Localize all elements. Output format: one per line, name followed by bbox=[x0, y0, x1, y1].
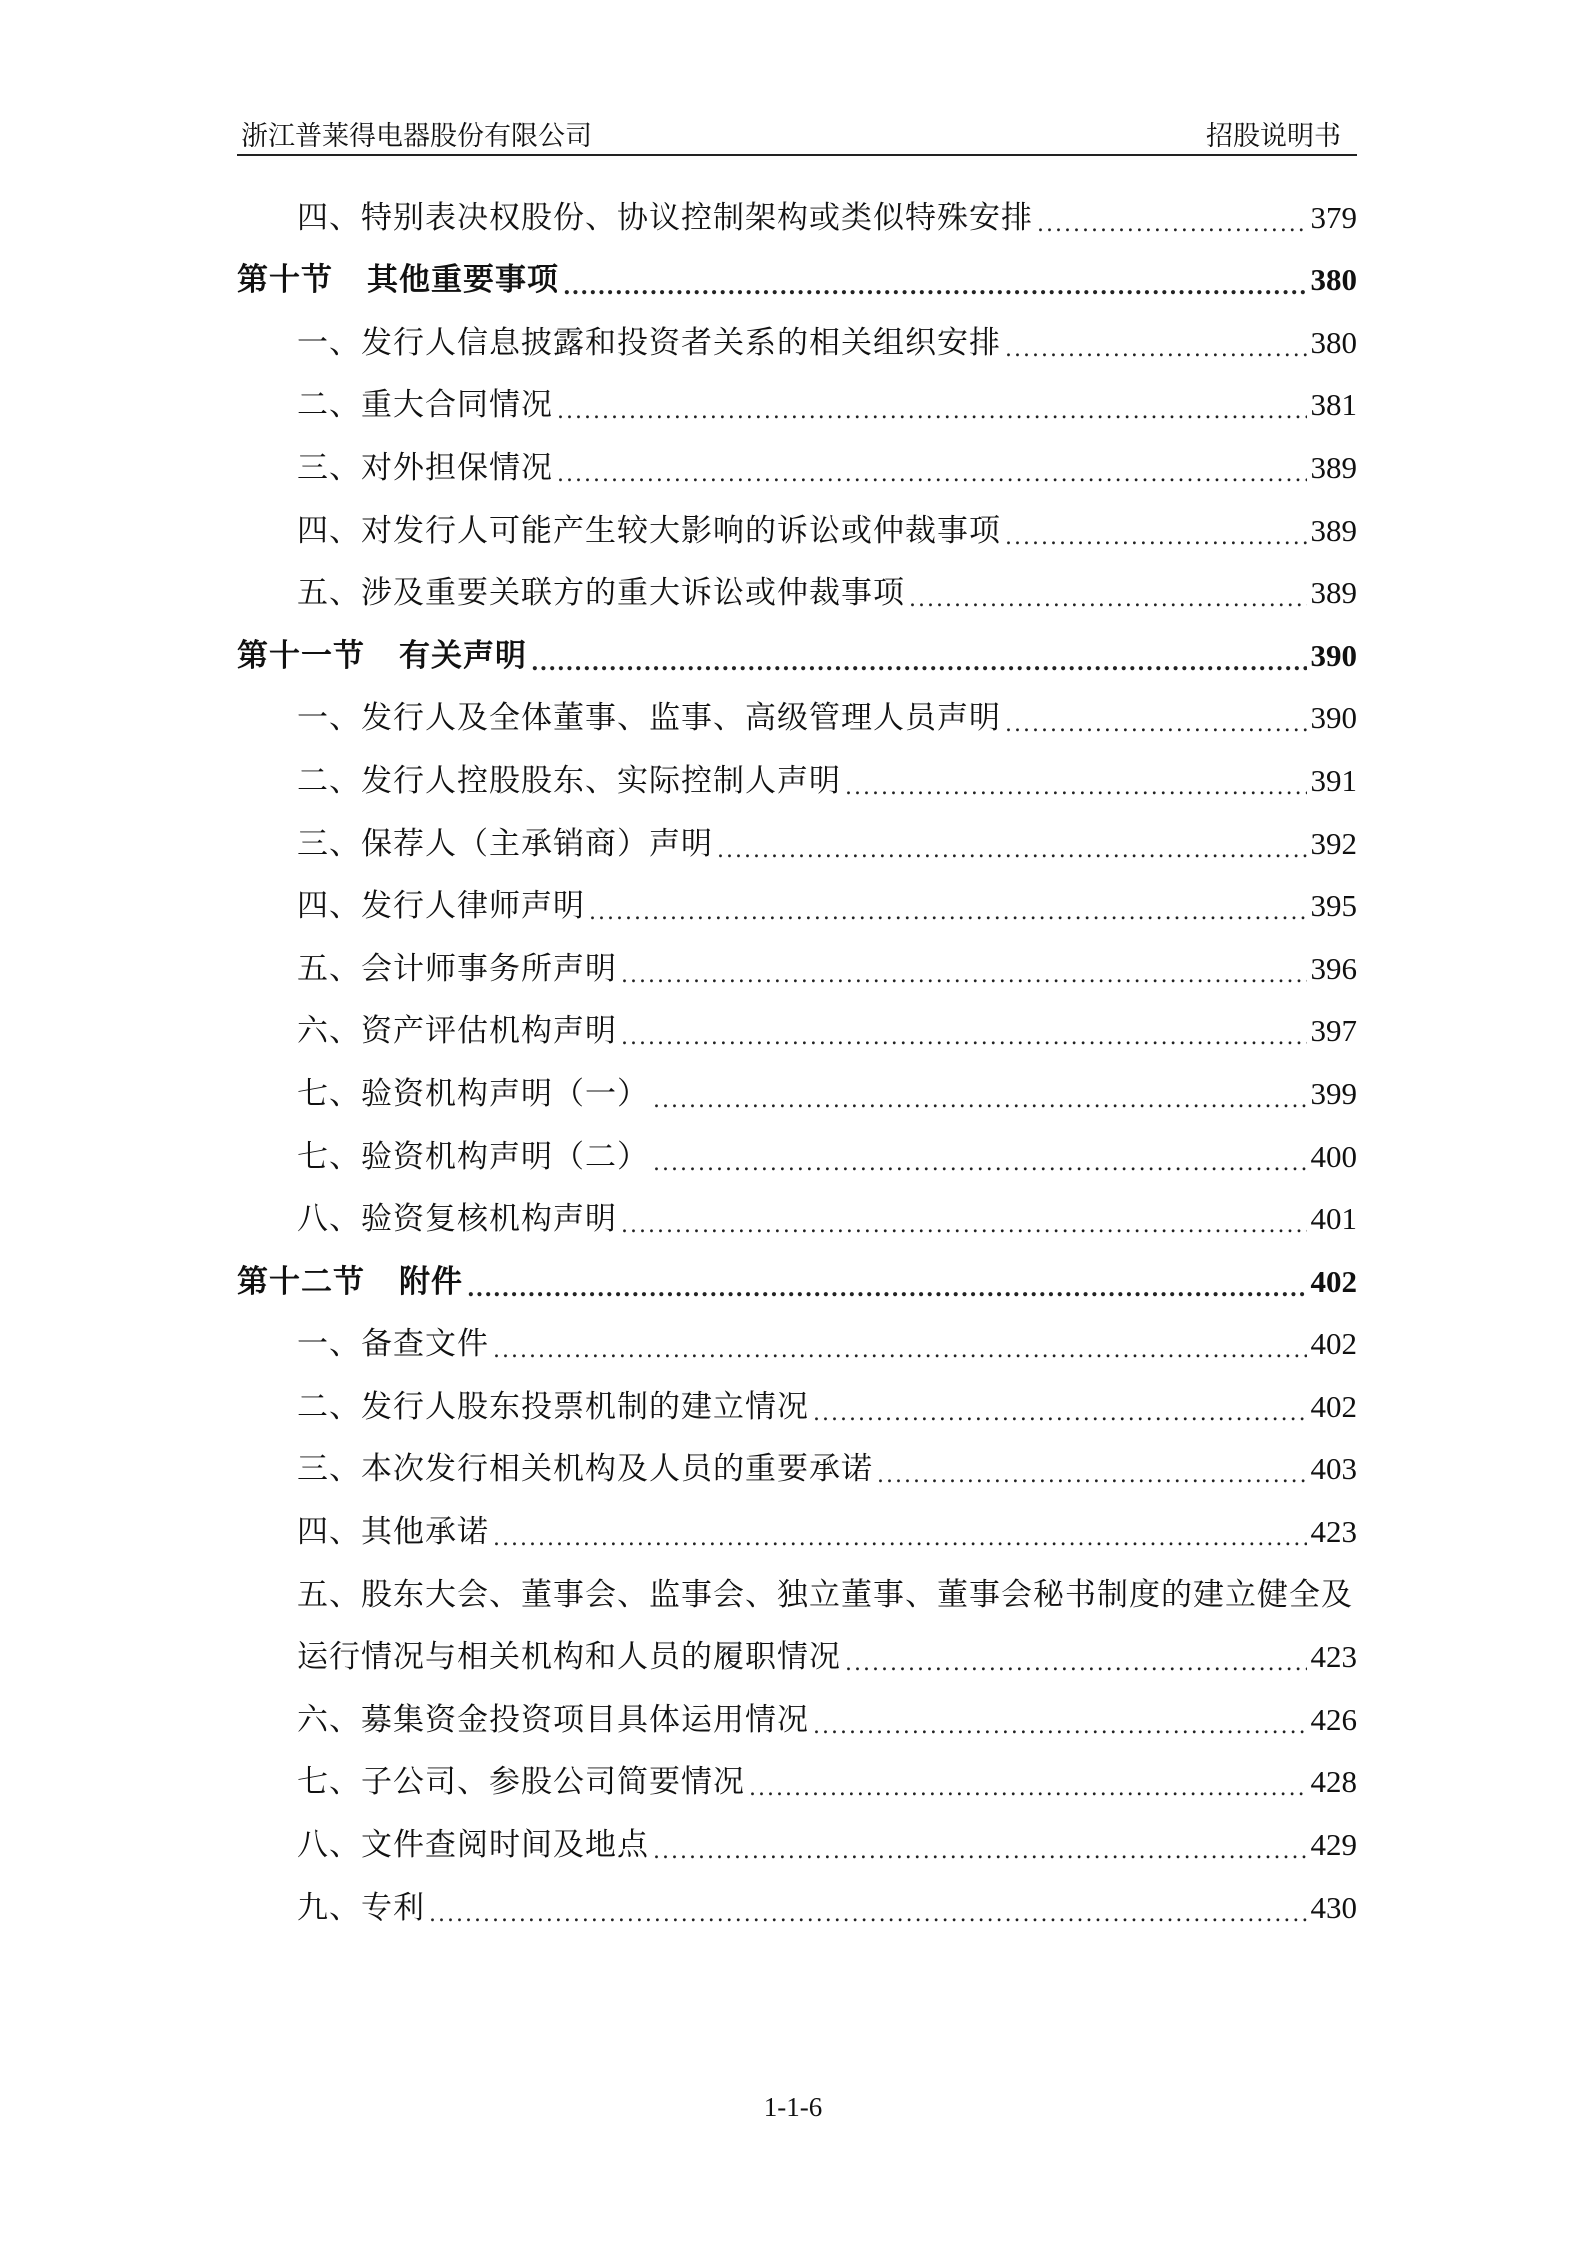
toc-entry[interactable] bbox=[237, 1749, 1357, 1812]
toc-chapter[interactable] bbox=[237, 1248, 1357, 1311]
toc-entry-label: 五、涉及重要关联方的重大诉讼或仲裁事项 bbox=[297, 575, 905, 612]
toc-leader-dots bbox=[467, 1276, 1307, 1302]
toc-entry-page: 423 bbox=[1310, 1514, 1357, 1550]
toc-chapter[interactable] bbox=[237, 247, 1357, 310]
toc-chapter-label bbox=[237, 636, 527, 676]
toc-leader-dots bbox=[653, 1839, 1307, 1865]
toc-entry[interactable] bbox=[237, 810, 1357, 873]
toc-entry[interactable] bbox=[237, 1624, 1357, 1687]
toc-entry[interactable] bbox=[237, 372, 1357, 435]
toc-leader-dots bbox=[1005, 712, 1307, 738]
toc-leader-dots bbox=[557, 462, 1307, 488]
toc-entry-label: 七、子公司、参股公司简要情况 bbox=[297, 1764, 745, 1801]
toc-entry-page: 402 bbox=[1310, 1326, 1357, 1362]
toc-entry-label: 一、备查文件 bbox=[297, 1326, 489, 1363]
toc-entry[interactable] bbox=[237, 497, 1357, 560]
toc-entry-page: 389 bbox=[1310, 575, 1357, 611]
toc-entry[interactable] bbox=[237, 1811, 1357, 1874]
toc-chapter-page: 390 bbox=[1310, 637, 1357, 673]
toc-entry[interactable] bbox=[237, 1436, 1357, 1499]
toc-entry[interactable] bbox=[237, 873, 1357, 936]
toc-entry[interactable] bbox=[237, 560, 1357, 623]
toc-leader-dots bbox=[813, 1401, 1307, 1427]
toc-entry-page: 400 bbox=[1310, 1138, 1357, 1174]
toc-entry-wrapped-line[interactable] bbox=[237, 1561, 1357, 1624]
toc-entry-page: 379 bbox=[1310, 199, 1357, 235]
toc-leader-dots bbox=[749, 1776, 1307, 1802]
toc-entry-label: 一、发行人信息披露和投资者关系的相关组织安排 bbox=[297, 324, 1001, 361]
toc-entry-page: 423 bbox=[1310, 1639, 1357, 1675]
toc-leader-dots bbox=[1005, 337, 1307, 363]
toc-entry-label: 五、股东大会、董事会、监事会、独立董事、董事会秘书制度的建立健全及 bbox=[297, 1576, 1353, 1613]
toc-entry[interactable] bbox=[237, 309, 1357, 372]
toc-entry-page: 389 bbox=[1310, 512, 1357, 548]
toc-entry-page: 402 bbox=[1310, 1388, 1357, 1424]
toc-entry[interactable] bbox=[237, 1123, 1357, 1186]
toc-entry-page: 399 bbox=[1310, 1075, 1357, 1111]
toc-entry-page: 401 bbox=[1310, 1201, 1357, 1237]
document-type: 招股说明书 bbox=[1206, 121, 1341, 152]
toc-entry-label: 四、其他承诺 bbox=[297, 1514, 489, 1551]
toc-entry-page: 397 bbox=[1310, 1013, 1357, 1049]
toc-leader-dots bbox=[589, 900, 1307, 926]
toc-leader-dots bbox=[493, 1526, 1307, 1552]
toc-entry-page: 395 bbox=[1310, 888, 1357, 924]
toc-entry-label: 四、对发行人可能产生较大影响的诉讼或仲裁事项 bbox=[297, 512, 1001, 549]
toc-entry[interactable] bbox=[237, 1874, 1357, 1937]
toc-chapter-number: 第十二节 bbox=[237, 1263, 365, 1300]
toc-chapter-page: 402 bbox=[1310, 1263, 1357, 1299]
toc-entry-page: 429 bbox=[1310, 1827, 1357, 1863]
toc-entry-page: 390 bbox=[1310, 700, 1357, 736]
toc-entry-label: 九、专利 bbox=[297, 1889, 425, 1926]
toc-chapter-number: 第十节 bbox=[237, 262, 333, 299]
toc-chapter-title: 有关声明 bbox=[399, 637, 527, 674]
toc-entry-page: 392 bbox=[1310, 825, 1357, 861]
toc-entry-label: 四、特别表决权股份、协议控制架构或类似特殊安排 bbox=[297, 199, 1033, 236]
toc-entry[interactable] bbox=[237, 1186, 1357, 1249]
page-number: 1-1-6 bbox=[763, 2092, 823, 2122]
toc-entry[interactable] bbox=[237, 935, 1357, 998]
toc-leader-dots bbox=[909, 587, 1307, 613]
toc-entry-label: 七、验资机构声明（一） bbox=[297, 1075, 649, 1112]
toc-chapter[interactable] bbox=[237, 622, 1357, 685]
toc-leader-dots bbox=[557, 399, 1307, 425]
company-name: 浙江普莱得电器股份有限公司 bbox=[241, 121, 592, 152]
toc-leader-dots bbox=[1005, 525, 1307, 551]
toc-entry-page: 381 bbox=[1310, 387, 1357, 423]
page-header bbox=[237, 112, 1357, 156]
toc-entry-page: 403 bbox=[1310, 1451, 1357, 1487]
toc-entry[interactable] bbox=[237, 1686, 1357, 1749]
toc-entry-label: 三、保荐人（主承销商）声明 bbox=[297, 825, 713, 862]
toc-leader-dots bbox=[653, 1151, 1307, 1177]
toc-entry-label: 三、对外担保情况 bbox=[297, 449, 553, 486]
toc-leader-dots bbox=[621, 963, 1307, 989]
toc-entry-label: 六、资产评估机构声明 bbox=[297, 1013, 617, 1050]
toc-entry[interactable] bbox=[237, 434, 1357, 497]
toc-entry-label: 七、验资机构声明（二） bbox=[297, 1138, 649, 1175]
toc-entry[interactable] bbox=[237, 747, 1357, 810]
toc-entry-label: 三、本次发行相关机构及人员的重要承诺 bbox=[297, 1451, 873, 1488]
toc-leader-dots bbox=[621, 1213, 1307, 1239]
toc-entry-label: 八、验资复核机构声明 bbox=[297, 1201, 617, 1238]
toc-leader-dots bbox=[845, 1651, 1307, 1677]
toc-entry-label: 八、文件查阅时间及地点 bbox=[297, 1827, 649, 1864]
toc-chapter-page: 380 bbox=[1310, 262, 1357, 298]
toc-entry-page: 391 bbox=[1310, 762, 1357, 798]
toc-leader-dots bbox=[621, 1025, 1307, 1051]
toc-chapter-label bbox=[237, 260, 559, 300]
toc-leader-dots bbox=[429, 1902, 1307, 1928]
toc-leader-dots bbox=[653, 1088, 1307, 1114]
toc-entry-page: 389 bbox=[1310, 449, 1357, 485]
toc-entry-label: 六、募集资金投资项目具体运用情况 bbox=[297, 1701, 809, 1738]
toc-entry[interactable] bbox=[237, 998, 1357, 1061]
toc-chapter-number: 第十一节 bbox=[237, 637, 365, 674]
toc-entry[interactable] bbox=[237, 184, 1357, 247]
toc-entry-label: 五、会计师事务所声明 bbox=[297, 950, 617, 987]
toc-leader-dots bbox=[531, 650, 1307, 676]
toc-entry-page: 396 bbox=[1310, 950, 1357, 986]
toc-entry-label: 二、发行人控股股东、实际控制人声明 bbox=[297, 762, 841, 799]
toc-entry[interactable] bbox=[237, 1311, 1357, 1374]
toc-entry-label: 一、发行人及全体董事、监事、高级管理人员声明 bbox=[297, 700, 1001, 737]
toc-entry[interactable] bbox=[237, 1060, 1357, 1123]
toc-leader-dots bbox=[563, 274, 1307, 300]
toc-leader-dots bbox=[813, 1714, 1307, 1740]
toc-entry-page: 380 bbox=[1310, 324, 1357, 360]
toc-entry-label: 运行情况与相关机构和人员的履职情况 bbox=[297, 1639, 841, 1676]
toc-entry-page: 428 bbox=[1310, 1764, 1357, 1800]
toc-leader-dots bbox=[717, 838, 1307, 864]
toc-entry-page: 430 bbox=[1310, 1889, 1357, 1925]
table-of-contents bbox=[237, 184, 1357, 1937]
toc-leader-dots bbox=[877, 1463, 1307, 1489]
toc-entry[interactable] bbox=[237, 1373, 1357, 1436]
toc-entry-label: 四、发行人律师声明 bbox=[297, 888, 585, 925]
toc-chapter-title: 附件 bbox=[399, 1263, 463, 1300]
toc-entry[interactable] bbox=[237, 1498, 1357, 1561]
toc-chapter-title: 其他重要事项 bbox=[367, 262, 559, 299]
toc-chapter-label bbox=[237, 1262, 463, 1302]
toc-entry[interactable] bbox=[237, 685, 1357, 748]
toc-leader-dots bbox=[1037, 212, 1307, 238]
toc-leader-dots bbox=[493, 1338, 1307, 1364]
toc-entry-page: 426 bbox=[1310, 1701, 1357, 1737]
toc-entry-label: 二、发行人股东投票机制的建立情况 bbox=[297, 1388, 809, 1425]
toc-leader-dots bbox=[845, 775, 1307, 801]
toc-entry-label: 二、重大合同情况 bbox=[297, 387, 553, 424]
